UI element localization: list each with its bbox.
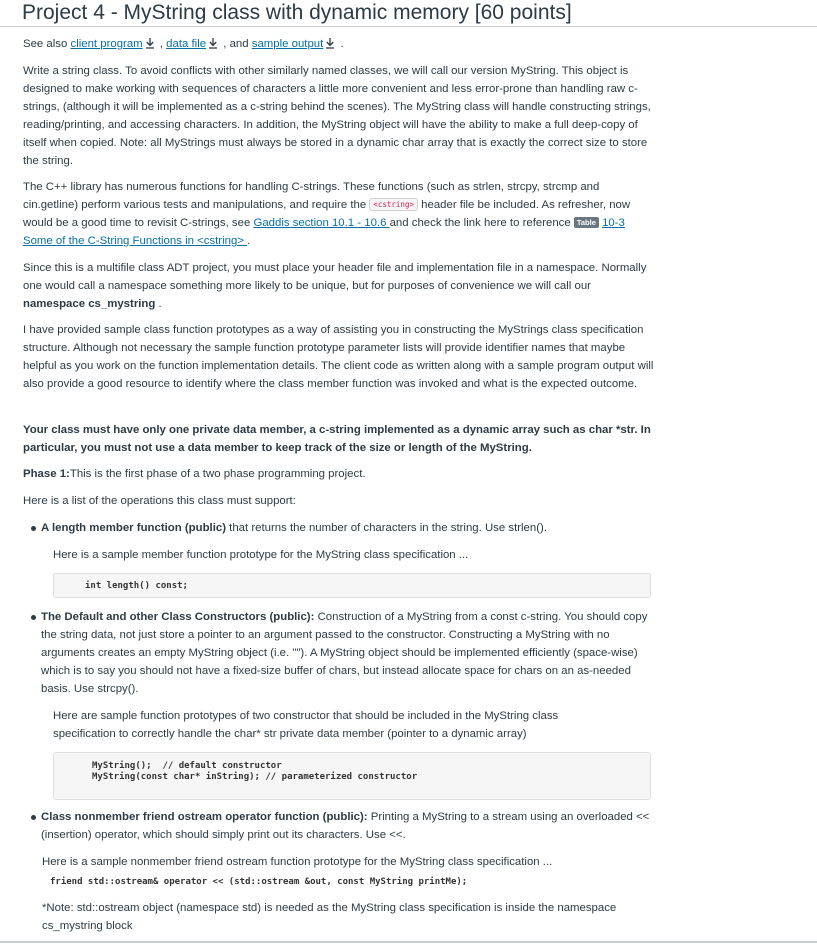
bullet: [31, 615, 36, 620]
download-icon[interactable]: [325, 37, 335, 49]
length-code-block: [53, 573, 651, 598]
intro-paragraph: Write a string class. To avoid conflicts with other similarly named classes, we will call our version MyString. This object is designed to make working with sequences of characters a little more convenient and less error-prone than handling raw c-strings, (although it will be implemented as a c-string behind the scenes). The MyString class will handle constructing strings, reading/printing, and accessing characters. In addition, the MyString object will have the ability to make a full deep-copy of itself when copied. Note: all MyStrings must always be stored in a dynamic char array that is exactly the correct size to store the string.: [23, 65, 651, 167]
ostream-item-title: Class nonmember friend ostream operator function (public):: [41, 811, 368, 823]
gaddis-link[interactable]: Gaddis section 10.1 - 10.6: [253, 217, 390, 229]
cstring-text: and check the link here to reference: [389, 217, 574, 229]
list-intro: Here is a list of the operations this class must support:: [23, 495, 296, 507]
constructors-item: [41, 608, 653, 698]
namespace-paragraph: [23, 259, 655, 313]
see-also-line: [23, 35, 655, 53]
bullet: [31, 815, 36, 820]
length-item: [41, 519, 673, 537]
constructors-item-title: The Default and other Class Constructors (public):: [41, 611, 315, 623]
namespace-text: Since this is a multifile class ADT project, you must place your header file and implementation file in a namespace. Normally one would call a namespace something more likely to be unique, but for purposes of convenience we will call our: [23, 262, 647, 292]
length-item-title: A length member function (public): [41, 522, 226, 534]
ostream-code: friend std::ostream& operator << (std::ostream &out, const MyString printMe);: [50, 877, 468, 887]
title-divider: [0, 26, 817, 27]
namespace-text: .: [155, 298, 162, 310]
see-also-sep: ,: [156, 38, 167, 50]
bullet: [31, 526, 36, 531]
cstring-text: .: [247, 235, 251, 247]
download-icon[interactable]: [208, 37, 218, 49]
client-program-link[interactable]: client program: [70, 38, 143, 50]
constructors-sample-text: Here are sample function prototypes of two constructor that should be included in the MyString class specification to correctly handle the char* str private data member (pointer to a dynamic array): [53, 710, 559, 740]
cstring-text: header file be included. As refresher, now would be a good time to revisit C-strings, see: [23, 199, 631, 229]
ostream-sample-text: Here is a sample nonmember friend ostream function prototype for the MyString class specification ...: [42, 856, 553, 868]
code-line: int length() const;: [85, 581, 188, 591]
phase-paragraph: [23, 465, 655, 483]
table-badge: Table: [574, 217, 599, 228]
prototypes-paragraph: I have provided sample class function prototypes as a way of assisting you in constructing the MyStrings class specification structure. Although not necessary the sample function prototype parameter lists will provide identifier names that maybe helpful as you work on the function implementation details. The client code as written along with a sample program output will also provide a good resource to identify where the class member function was invoked and what is the expected outcome.: [23, 324, 654, 390]
page-title: Project 4 - MyString class with dynamic memory [60 points]: [22, 1, 572, 24]
see-also-end: .: [337, 38, 344, 50]
cstring-paragraph: [23, 178, 655, 250]
sample-output-link[interactable]: sample output: [251, 38, 324, 50]
constructors-code-block: [53, 752, 651, 800]
code-line: MyString(); // default constructor: [92, 761, 282, 771]
constructors-item-text: Construction of a MyString from a const c-string. You should copy the string data, not just store a pointer to an argument passed to the constructor. Constructing a MyString with no arguments creates an empty MyString object (i.e. ""). A MyString object should be implemented efficiently (space-wise) which is to say you should not have a fixed-size buffer of chars, but instead allocate space for chars on an as-needed basis. Use strcpy().: [41, 611, 648, 695]
phase-text: This is the first phase of a two phase programming project.: [69, 468, 366, 480]
data-member-paragraph: Your class must have only one private data member, a c-string implemented as a dynamic array such as char *str. In particular, you must not use a data member to keep track of the size or length of the MyString.: [23, 424, 651, 454]
length-item-text: that returns the number of characters in the string. Use strlen().: [226, 522, 547, 534]
ostream-note: *Note: std::ostream object (namespace std) is needed as the MyString class specification is inside the namespace cs_mystring block: [42, 902, 617, 932]
cstring-code: <cstring>: [369, 198, 418, 211]
download-icon[interactable]: [145, 37, 155, 49]
data-file-link[interactable]: data file: [166, 38, 207, 50]
see-also-sep: , and: [220, 38, 252, 50]
namespace-name: namespace cs_mystring: [23, 298, 156, 310]
cstring-text: The C++ library has numerous functions for handling C-strings. These functions (such as strlen, strcpy, strcmp and cin.getline) perform various tests and manipulations, and require the: [23, 181, 600, 211]
bottom-divider: [0, 941, 817, 943]
ostream-item-text: Printing a MyString to a stream using an overloaded << (insertion) operator, which should simply print out its characters. Use <<.: [41, 811, 650, 841]
ostream-item: [41, 808, 653, 844]
see-also-prefix: See also: [23, 38, 71, 50]
code-line: MyString(const char* inString); // parameterized constructor: [92, 772, 418, 782]
length-sample-text: Here is a sample member function prototype for the MyString class specification ...: [53, 549, 469, 561]
phase-label: Phase 1:: [23, 468, 70, 480]
cstring-functions-link[interactable]: 10-3 Some of the C-String Functions in <cstring>: [23, 217, 625, 247]
